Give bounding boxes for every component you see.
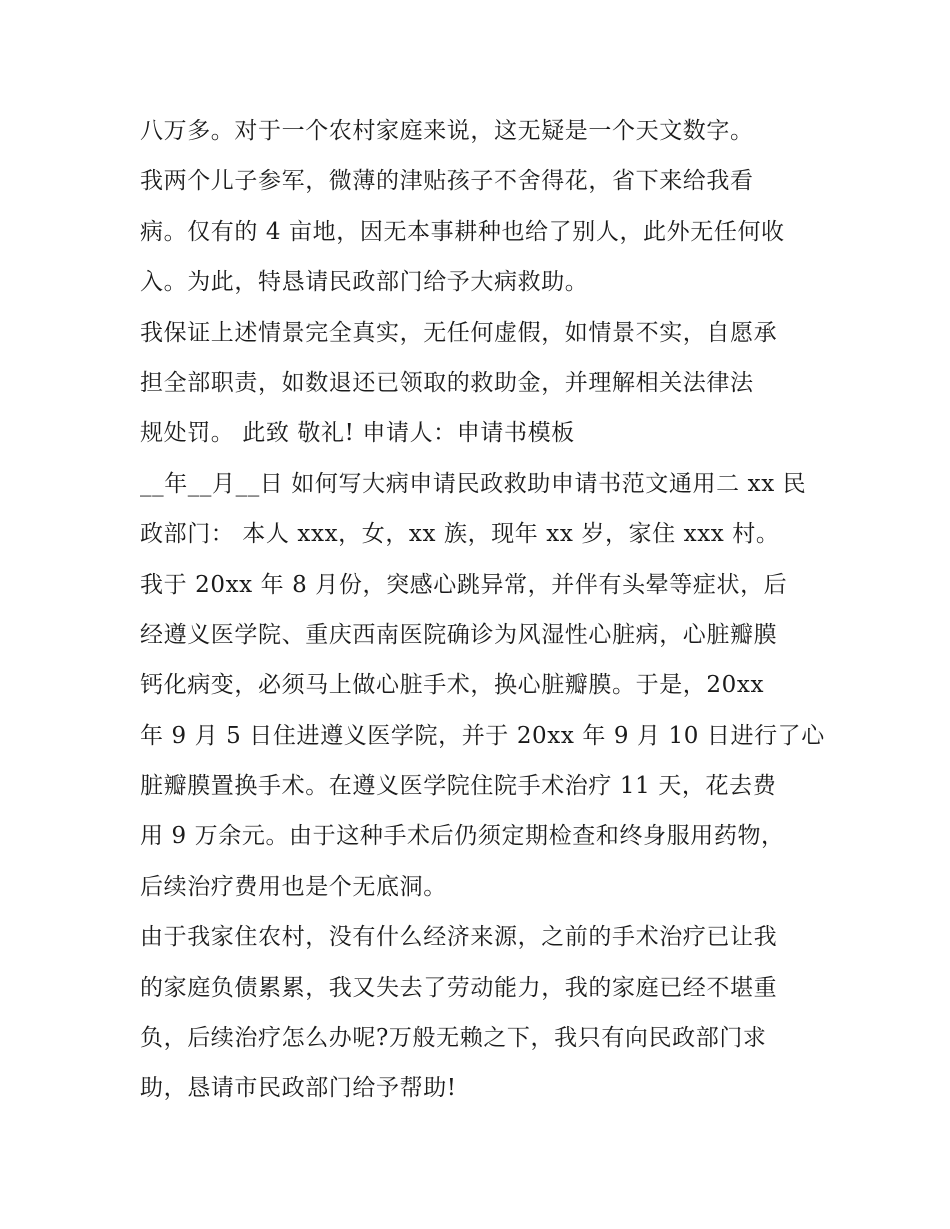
text-line: 用 9 万余元。由于这种手术后仍须定期检查和终身服用药物， (140, 823, 785, 850)
text-line: __年__月__日 如何写大病申请民政救助申请书范文通用二 xx 民 (140, 470, 807, 497)
text-line: 担全部职责，如数退还已领取的救助金，并理解相关法律法 (140, 369, 754, 396)
text-line: 后续治疗费用也是个无底洞。 (140, 873, 447, 900)
text-line: 年 9 月 5 日住进遵义医学院，并于 20xx 年 9 月 10 日进行了心 (140, 722, 825, 749)
text-line: 规处罚。 此致 敬礼! 申请人：申请书模板 (140, 420, 575, 447)
text-line: 我于 20xx 年 8 月份，突感心跳异常，并伴有头晕等症状，后 (140, 571, 788, 598)
text-line: 政部门： 本人 xxx，女，xx 族，现年 xx 岁，家住 xxx 村。 (140, 521, 780, 548)
text-line: 经遵义医学院、重庆西南医院确诊为风湿性心脏病，心脏瓣膜 (140, 621, 778, 648)
text-line: 病。仅有的 4 亩地，因无本事耕种也给了别人，此外无任何收 (140, 218, 785, 245)
text-line: 负，后续治疗怎么办呢?万般无赖之下，我只有向民政部门求 (140, 1025, 767, 1052)
text-line: 由于我家住农村，没有什么经济来源，之前的手术治疗已让我 (140, 924, 778, 951)
text-line: 脏瓣膜置换手术。在遵义医学院住院手术治疗 11 天，花去费 (140, 773, 777, 800)
document-body (140, 106, 830, 1114)
text-line: 助，恳请市民政部门给予帮助! (140, 1075, 457, 1102)
text-line: 钙化病变，必须马上做心脏手术，换心脏瓣膜。于是，20xx (140, 672, 765, 699)
text-line: 我两个儿子参军，微薄的津贴孩子不舍得花，省下来给我看 (140, 168, 754, 195)
text-line: 我保证上述情景完全真实，无任何虚假，如情景不实，自愿承 (140, 319, 778, 346)
text-line: 的家庭负债累累，我又失去了劳动能力，我的家庭已经不堪重 (140, 974, 778, 1001)
text-line: 八万多。对于一个农村家庭来说，这无疑是一个天文数字。 (140, 118, 754, 144)
text-line: 入。为此，特恳请民政部门给予大病救助。 (140, 269, 589, 296)
